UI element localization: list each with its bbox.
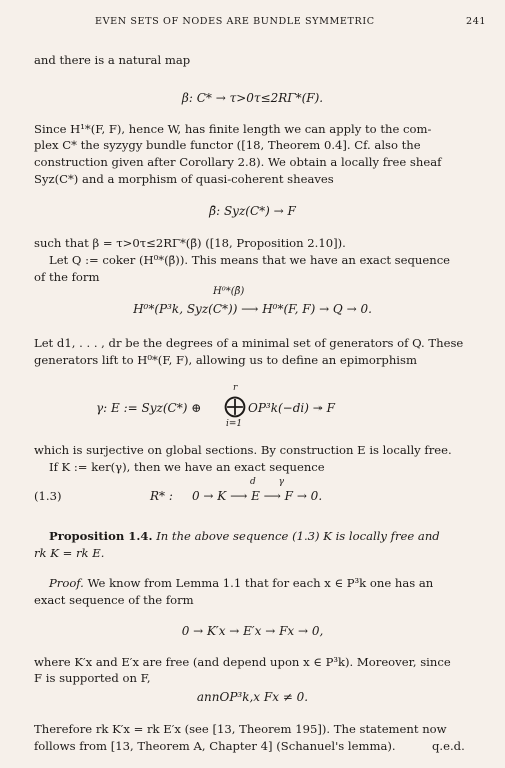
text-line: Let Q := coker (H⁰*(β̄)). This means that we have an exact sequence bbox=[49, 253, 451, 267]
text-line: Syz(C*) and a morphism of quasi-coherent sheaves bbox=[34, 172, 334, 186]
running-title: EVEN SETS OF NODES ARE BUNDLE SYMMETRIC bbox=[95, 16, 375, 27]
text-line: of the form bbox=[34, 270, 100, 284]
text-line: If K := ker(γ), then we have an exact sequence bbox=[49, 460, 325, 474]
equation-beta: β: C* → τ>0τ≤2RΓ*(F). bbox=[181, 91, 324, 105]
equation-short-exact: 0 → K′x → E′x → Fx → 0, bbox=[181, 624, 324, 638]
proof-text: We know from Lemma 1.1 that for each x ∈ P³k one has an bbox=[87, 576, 434, 590]
direct-sum-symbol: ⨁ bbox=[224, 394, 246, 419]
equation-gamma-lower: i=1 bbox=[226, 419, 243, 429]
equation-annihilator: annOP³k,x Fx ≠ 0. bbox=[196, 690, 309, 704]
equation-gamma-left: γ: E := Syz(C*) ⊕ bbox=[96, 401, 202, 415]
text-line: follows from [13, Theorem A, Chapter 4] (Schanuel's lemma). bbox=[34, 739, 396, 753]
text-line: and there is a natural map bbox=[34, 53, 191, 67]
equation-h0: H⁰*(P³k, Syz(C*)) ⟶ H⁰*(F, F) → Q → 0. bbox=[133, 302, 372, 316]
proposition-statement-cont: rk K = rk E. bbox=[34, 546, 105, 560]
equation-sequence-r: R* : 0 → K ⟶ E ⟶ F → 0. bbox=[150, 489, 323, 503]
text-line: generators lift to H⁰*(F, F), allowing us to define an epimorphism bbox=[34, 353, 417, 367]
text-line: plex C* the syzygy bundle functor ([18, Theorem 0.4]. Cf. also the bbox=[34, 138, 421, 152]
equation-number: (1.3) bbox=[34, 489, 62, 503]
equation-gamma-upper: r bbox=[233, 383, 238, 393]
proposition-line bbox=[49, 529, 440, 544]
text-line: Therefore rk K′x = rk E′x (see [13, Theorem 195]). The statement now bbox=[34, 722, 447, 736]
equation-arrow-label: H⁰*(β̄) bbox=[213, 286, 245, 297]
text-line: Since H¹*(F, F), hence W, has finite length we can apply to the com- bbox=[34, 122, 432, 136]
proposition-heading: Proposition 1.4. bbox=[49, 529, 153, 543]
text-line: where K′x and E′x are free (and depend upon x ∈ P³k). Moreover, since bbox=[34, 655, 451, 669]
equation-gamma-right: OP³k(−di) ↠ F bbox=[248, 401, 335, 415]
proof-line bbox=[49, 576, 433, 591]
qed-mark: q.e.d. bbox=[432, 739, 465, 753]
text-line: Let d1, . . . , dr be the degrees of a minimal set of generators of Q. These bbox=[34, 336, 464, 350]
text-line: F is supported on F, bbox=[34, 671, 151, 685]
text-line: exact sequence of the form bbox=[34, 593, 194, 607]
text-line: such that β = τ>0τ≤2RΓ*(β̄) ([18, Proposition 2.10]). bbox=[34, 236, 346, 250]
proof-heading: Proof. bbox=[49, 576, 84, 590]
equation-arrow-labels: d γ bbox=[250, 477, 285, 487]
text-line: which is surjective on global sections. By construction E is locally free. bbox=[34, 443, 452, 457]
proposition-statement: In the above sequence (1.3) K is locally free and bbox=[156, 529, 440, 543]
page-number: 241 bbox=[466, 16, 487, 27]
equation-beta-bar: β̄: Syz(C*) → F bbox=[209, 204, 296, 218]
text-line: construction given after Corollary 2.8). We obtain a locally free sheaf bbox=[34, 155, 442, 169]
